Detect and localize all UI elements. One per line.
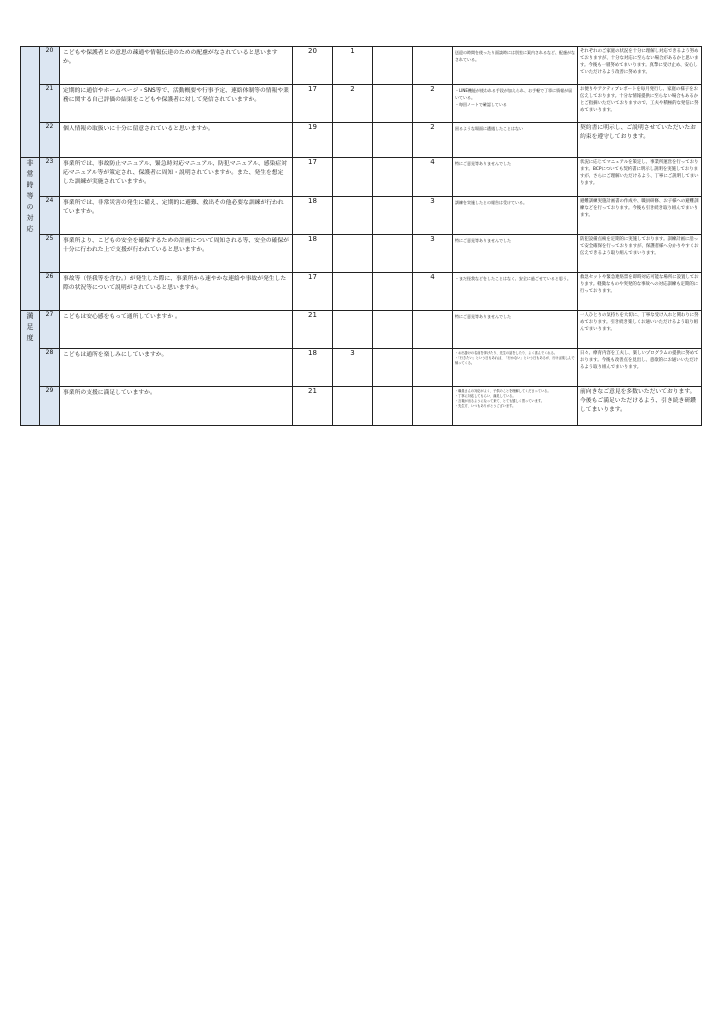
table-row [21, 235, 702, 273]
count-none [413, 387, 453, 426]
table-row [21, 311, 702, 349]
count-unknown: 1 [333, 47, 373, 85]
count-unknown [333, 158, 373, 197]
count-none: 2 [413, 123, 453, 158]
question-number: 24 [40, 197, 60, 235]
count-none [413, 47, 453, 85]
facility-response: お便りやアクティブレポートを毎月発行し、家庭の様子をお伝えしております。十分な情報提供に至らない場合もあるかとご指摘いただいておりますので、工夫や積極的な発信に努めてまいります。 [578, 85, 702, 123]
count-none [413, 349, 453, 387]
table-row [21, 387, 702, 426]
question-number: 29 [40, 387, 60, 426]
guardian-comment: ・お出掛けの名前を挙げたり、先生の話をしたり、よく喜んでくれる。 ・「行きたい」という日もあれば、「行かない」という日もあるが、行けば楽しんで帰ってくる。 [453, 349, 578, 387]
guardian-comment: ・職員さんの対応がよく、子供のことを理解してくださっている。 ・丁寧に対応してもらい、満足している。 ・言葉が出るようになって来て、とても嬉しく思っています。 ・先生方、いつもありがとうございます。 [453, 387, 578, 426]
guardian-comment: 特にご意見等ありませんでした [453, 235, 578, 273]
table-row [21, 273, 702, 311]
count-no [373, 349, 413, 387]
guardian-comment: ・まだ怪我などをしたことはなく、安全に過ごせていると思う。 [453, 273, 578, 311]
question-number: 23 [40, 158, 60, 197]
facility-response: 契約書に明示し、ご説明させていただいたお約束を遵守しております。 [578, 123, 702, 158]
count-no [373, 387, 413, 426]
count-none: 2 [413, 85, 453, 123]
guardian-comment: 訓練を実施したとの報告は受けている。 [453, 197, 578, 235]
question-number: 22 [40, 123, 60, 158]
count-yes: 17 [293, 158, 333, 197]
table-row [21, 197, 702, 235]
question-number: 25 [40, 235, 60, 273]
question-text: こどもや保護者との意思の疎通や情報伝達のための配慮がなされていると思いますか。 [60, 47, 293, 85]
count-no [373, 235, 413, 273]
count-none: 3 [413, 197, 453, 235]
facility-response: 前向きなご意見を多数いただいております。今後もご満足いただけるよう、引き続き研鑽してまいります。 [578, 387, 702, 426]
count-no [373, 158, 413, 197]
count-unknown [333, 273, 373, 311]
count-unknown [333, 387, 373, 426]
count-no [373, 85, 413, 123]
guardian-comment: 送迎の時間を使ったり面談時には別室に案内されるなど、配慮がなされている。 [453, 47, 578, 85]
table-row [21, 85, 702, 123]
table-row [21, 47, 702, 85]
count-unknown: 3 [333, 349, 373, 387]
count-none: 3 [413, 235, 453, 273]
facility-response: 一人ひとりの気持ちを大切に、丁寧な受け入れと関わりに努めております。引き続き楽しくお通いいただけるよう取り組んでまいります。 [578, 311, 702, 349]
question-number: 20 [40, 47, 60, 85]
count-yes: 18 [293, 235, 333, 273]
count-yes: 20 [293, 47, 333, 85]
count-none: 4 [413, 158, 453, 197]
count-no [373, 311, 413, 349]
count-yes: 21 [293, 387, 333, 426]
guardian-comment: 特にご意見等ありませんでした [453, 158, 578, 197]
facility-response: 状況に応じてマニュアルを策定し、事業所運営を行っております。BCPについても契約書に明示し説明を実施しておりますが、さらにご理解いただけるよう、丁寧にご説明してまいります。 [578, 158, 702, 197]
count-none [413, 311, 453, 349]
table-row [21, 123, 702, 158]
question-number: 27 [40, 311, 60, 349]
count-yes: 17 [293, 273, 333, 311]
count-none: 4 [413, 273, 453, 311]
count-no [373, 197, 413, 235]
category-label [21, 311, 40, 426]
table-row [21, 349, 702, 387]
count-no [373, 47, 413, 85]
facility-response: 防犯設備点検を定期的に実施しております。訓練計画に沿って安全確保を行っておりますが、保護者様へ分かりやすくお伝えできるよう取り組んでまいります。 [578, 235, 702, 273]
question-number: 26 [40, 273, 60, 311]
count-unknown [333, 311, 373, 349]
count-no [373, 273, 413, 311]
question-number: 28 [40, 349, 60, 387]
question-text: 事業所では、非常災害の発生に備え、定期的に避難、救出その他必要な訓練が行われていますか。 [60, 197, 293, 235]
count-unknown: 2 [333, 85, 373, 123]
facility-response: 避難訓練実施計画書の作成や、職員研修、お子様への避難訓練などを行っております。今後も引き続き取り組んでまいります。 [578, 197, 702, 235]
question-text: 事業所の支援に満足していますか。 [60, 387, 293, 426]
question-number: 21 [40, 85, 60, 123]
count-unknown [333, 235, 373, 273]
guardian-comment: 困るような場面に遭遇したことはない [453, 123, 578, 158]
count-no [373, 123, 413, 158]
question-text: こどもは安心感をもって通所していますか 。 [60, 311, 293, 349]
question-text: 事故等（怪我等を含む。）が発生した際に、事業所から速やかな連絡や事故が発生した際の状況等について説明がされていると思いますか。 [60, 273, 293, 311]
count-unknown [333, 123, 373, 158]
guardian-comment: ・LINE機能が使われる手段が加えられ、お手軽で丁寧に情報が届いている。 ・毎回ノートで確認している [453, 85, 578, 123]
table-row [21, 158, 702, 197]
count-yes: 17 [293, 85, 333, 123]
count-yes: 18 [293, 349, 333, 387]
question-text: 個人情報の取扱いに十分に留意されていると思いますか。 [60, 123, 293, 158]
count-unknown [333, 197, 373, 235]
category-label [21, 47, 40, 158]
category-label [21, 158, 40, 311]
count-yes: 21 [293, 311, 333, 349]
category-text: 満足度 [26, 312, 34, 342]
facility-response: それぞれのご家庭の状況を十分に理解し対応できるよう努めておりますが、十分な対応に至らない場合があるかと思います。今後も一層努めてまいります。真摯に受け止め、安心していただけるよう改善に努めます。 [578, 47, 702, 85]
question-text: 事業所より、こどもの安全を確保するための計画について周知される等、安全の確保が十分に行われた上で支援が行われていると思いますか。 [60, 235, 293, 273]
guardian-comment: 特にご意見等ありませんでした [453, 311, 578, 349]
survey-table [20, 46, 702, 426]
question-text: こどもは通所を楽しみにしていますか。 [60, 349, 293, 387]
question-text: 事業所では、事故防止マニュアル、緊急時対応マニュアル、防犯マニュアル、感染症対応マニュアル等が策定され、保護者に周知・説明されていますか。また、発生を想定した訓練が実施されていますか。 [60, 158, 293, 197]
facility-response: 救急セットや緊急連絡票を即時対応可能な場所に設置しております。軽微なものや突発的な事故への対応訓練も定期的に行っております。 [578, 273, 702, 311]
facility-response: 日々、療育内容を工夫し、楽しいプログラムの提供に努めております。今後も改善点を見出し、意欲的にお通いいただけるよう取り組んでまいります。 [578, 349, 702, 387]
category-text: 非常時等の対応 [26, 159, 34, 233]
count-yes: 18 [293, 197, 333, 235]
question-text: 定期的に通信やホームページ・SNS等で、活動概要や行事予定、連絡体制等の情報や業務に関する自己評価の結果をこどもや保護者に対して発信されていますか。 [60, 85, 293, 123]
count-yes: 19 [293, 123, 333, 158]
